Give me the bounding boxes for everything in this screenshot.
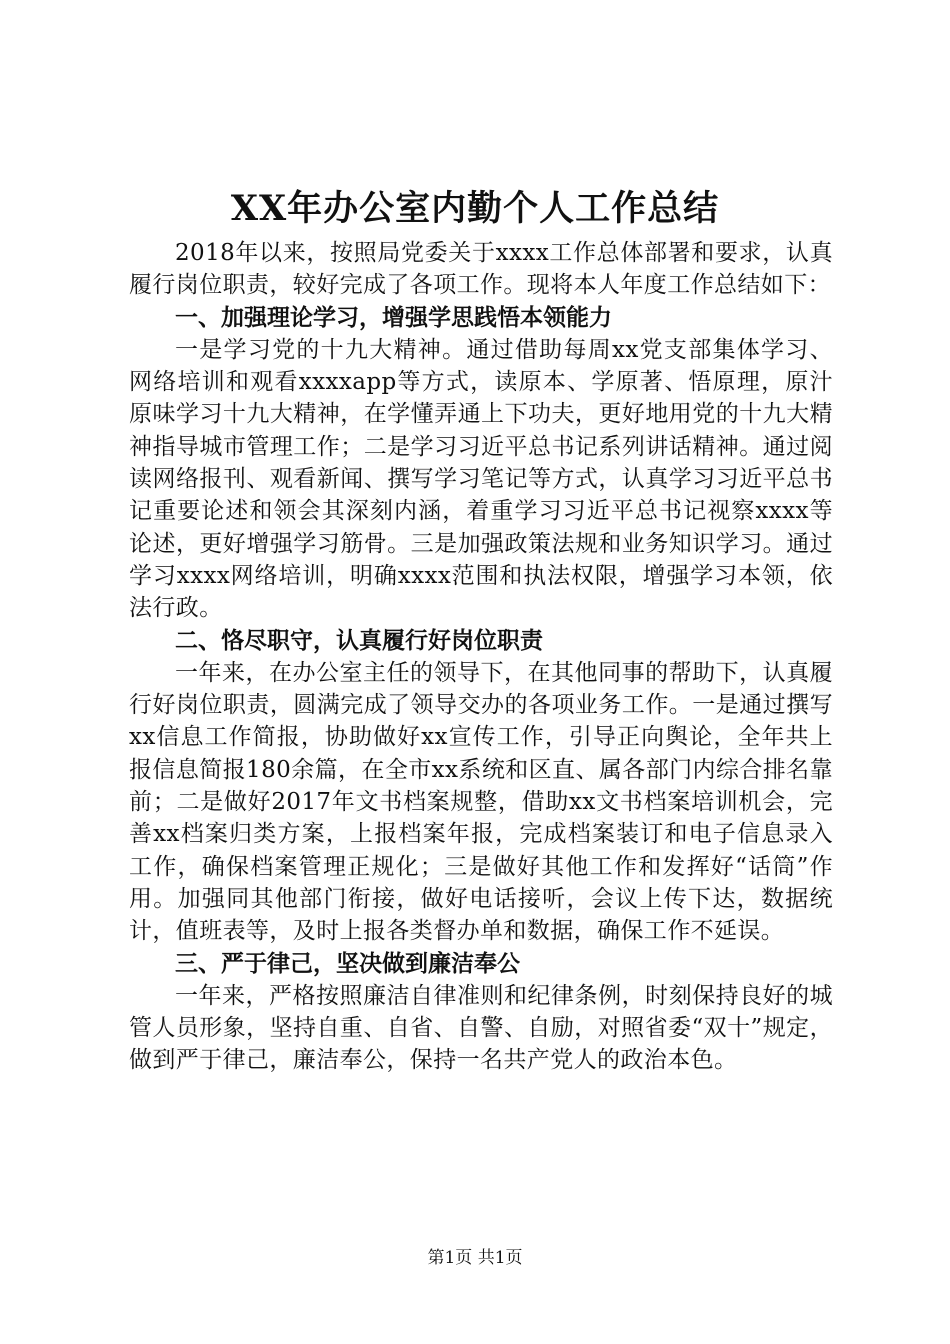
section-body-2: 一年来，在办公室主任的领导下，在其他同事的帮助下，认真履行好岗位职责，圆满完成了领导交办的各项业务工作。一是通过撰写xx信息工作简报，协助做好xx宣传工作，引导正向舆论，全年共上报信息简报180余篇，在全市xx系统和区直、属各部门内综合排名靠前；二是做好2017年文书档案规整，借助xx文书档案培训机会，完善xx档案归类方案，上报档案年报，完成档案装订和电子信息录入工作，确保档案管理正规化；三是做好其他工作和发挥好“话筒”作用。加强同其他部门衔接，做好电话接听，会议上传下达，数据统计，值班表等，及时上报各类督办单和数据，确保工作不延误。 [129,659,833,945]
section-heading-1: 一、加强理论学习，增强学思践悟本领能力 [175,303,612,331]
page-footer: 第1页 共1页 [427,1248,523,1268]
section-heading-2: 二、恪尽职守，认真履行好岗位职责 [175,626,543,654]
section-heading-3: 三、严于律己，坚决做到廉洁奉公 [175,949,520,977]
section-body-3: 一年来，严格按照廉洁自律准则和纪律条例，时刻保持良好的城管人员形象，坚持自重、自省、自警、自励，对照省委“双十”规定，做到严于律己，廉洁奉公，保持一名共产党人的政治本色。 [129,982,833,1074]
intro-paragraph: 2018年以来，按照局党委关于xxxx工作总体部署和要求，认真履行岗位职责，较好完成了各项工作。现将本人年度工作总结如下： [129,240,833,299]
document-body [129,237,833,1077]
section-body-1: 一是学习党的十九大精神。通过借助每周xx党支部集体学习、网络培训和观看xxxxapp等方式，读原本、学原著、悟原理，原汁原味学习十九大精神，在学懂弄通上下功夫，更好地用党的十九大精神指导城市管理工作；二是学习习近平总书记系列讲话精神。通过阅读网络报刊、观看新闻、撰写学习笔记等方式，认真学习习近平总书记重要论述和领会其深刻内涵，着重学习习近平总书记视察xxxx等论述，更好增强学习筋骨。三是加强政策法规和业务知识学习。通过学习xxxx网络培训，明确xxxx范围和执法权限，增强学习本领，依法行政。 [129,336,833,622]
document-title: XX年办公室内勤个人工作总结 [230,188,720,229]
